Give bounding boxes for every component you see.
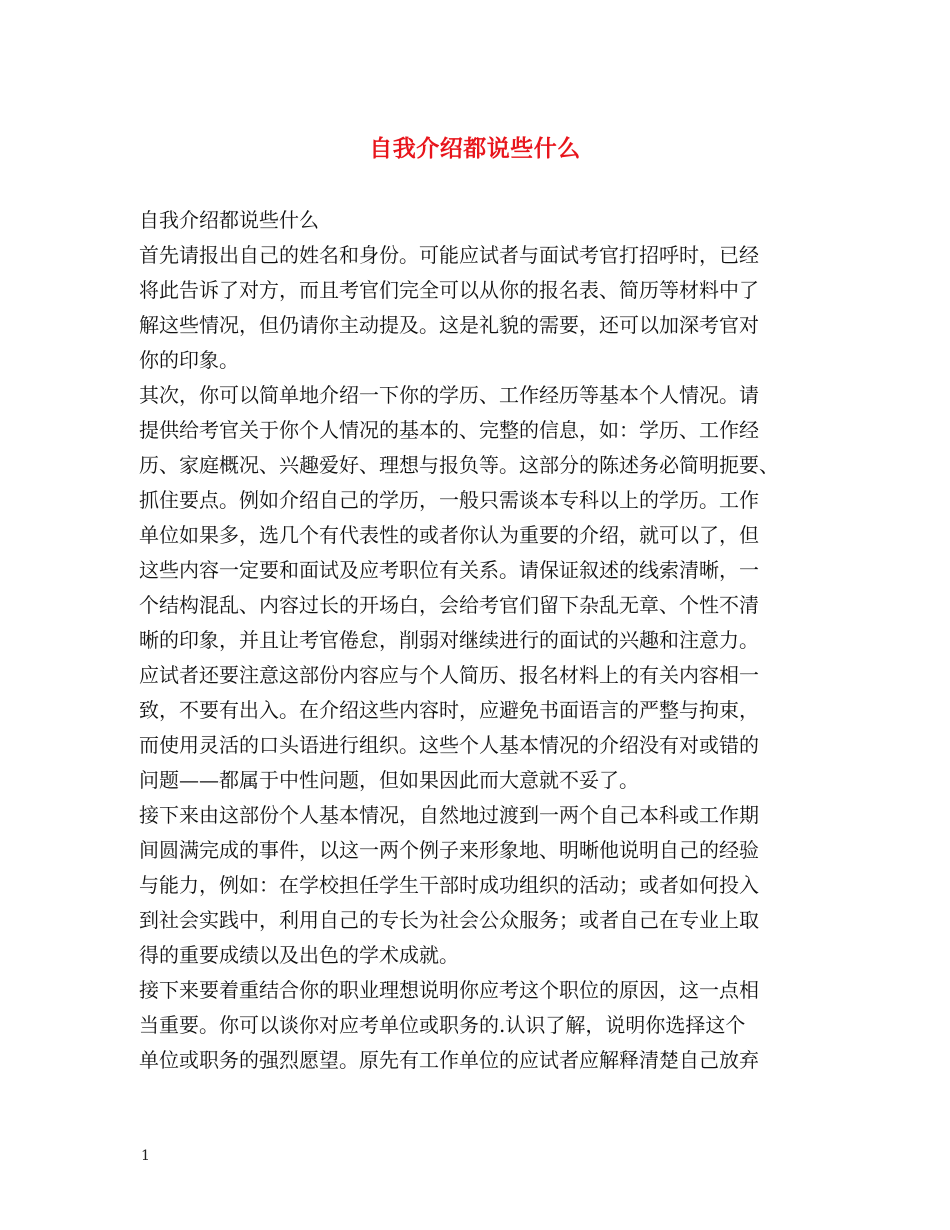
text-line: 单位如果多，选几个有代表性的或者你认为重要的介绍，就可以了，但 — [139, 523, 759, 547]
text-line: 这些内容一定要和面试及应考职位有关系。请保证叙述的线索清晰，一 — [139, 558, 759, 582]
text-line: 将此告诉了对方，而且考官们完全可以从你的报名表、简历等材料中了 — [139, 278, 759, 302]
paragraph — [139, 378, 819, 798]
text-line: 晰的印象，并且让考官倦怠，削弱对继续进行的面试的兴趣和注意力。 — [139, 628, 759, 652]
text-line: 历、家庭概况、兴趣爱好、理想与报负等。这部分的陈述务必简明扼要、 — [139, 453, 779, 477]
paragraph — [139, 238, 819, 378]
text-line: 问题——都属于中性问题，但如果因此而大意就不妥了。 — [139, 768, 639, 792]
text-line: 得的重要成绩以及出色的学术成就。 — [139, 943, 459, 967]
text-line: 到社会实践中，利用自己的专长为社会公众服务；或者自己在专业上取 — [139, 908, 759, 932]
paragraph — [139, 798, 819, 973]
paragraph — [139, 973, 819, 1078]
page-number: 1 — [141, 1148, 150, 1164]
text-line: 提供给考官关于你个人情况的基本的、完整的信息，如：学历、工作经 — [139, 418, 759, 442]
text-line: 而使用灵活的口头语进行组织。这些个人基本情况的介绍没有对或错的 — [139, 733, 759, 757]
document-body — [139, 203, 819, 1078]
text-line: 与能力，例如：在学校担任学生干部时成功组织的活动；或者如何投入 — [139, 873, 759, 897]
text-line: 自我介绍都说些什么 — [139, 208, 319, 232]
text-line: 个结构混乱、内容过长的开场白，会给考官们留下杂乱无章、个性不清 — [139, 593, 759, 617]
text-line: 致，不要有出入。在介绍这些内容时，应避免书面语言的严整与拘束， — [139, 698, 759, 722]
paragraph — [139, 203, 819, 238]
text-line: 你的印象。 — [139, 348, 239, 372]
text-line: 单位或职务的强烈愿望。原先有工作单位的应试者应解释清楚自己放弃 — [139, 1048, 759, 1072]
text-line: 接下来要着重结合你的职业理想说明你应考这个职位的原因，这一点相 — [139, 978, 759, 1002]
text-line: 接下来由这部份个人基本情况，自然地过渡到一两个自己本科或工作期 — [139, 803, 759, 827]
text-line: 其次，你可以简单地介绍一下你的学历、工作经历等基本个人情况。请 — [139, 383, 759, 407]
text-line: 抓住要点。例如介绍自己的学历，一般只需谈本专科以上的学历。工作 — [139, 488, 759, 512]
text-line: 当重要。你可以谈你对应考单位或职务的.认识了解，说明你选择这个 — [139, 1013, 746, 1037]
text-line: 首先请报出自己的姓名和身份。可能应试者与面试考官打招呼时，已经 — [139, 243, 759, 267]
document-title: 自我介绍都说些什么 — [369, 135, 581, 162]
text-line: 间圆满完成的事件，以这一两个例子来形象地、明晰他说明自己的经验 — [139, 838, 759, 862]
text-line: 解这些情况，但仍请你主动提及。这是礼貌的需要，还可以加深考官对 — [139, 313, 759, 337]
text-line: 应试者还要注意这部份内容应与个人简历、报名材料上的有关内容相一 — [139, 663, 759, 687]
